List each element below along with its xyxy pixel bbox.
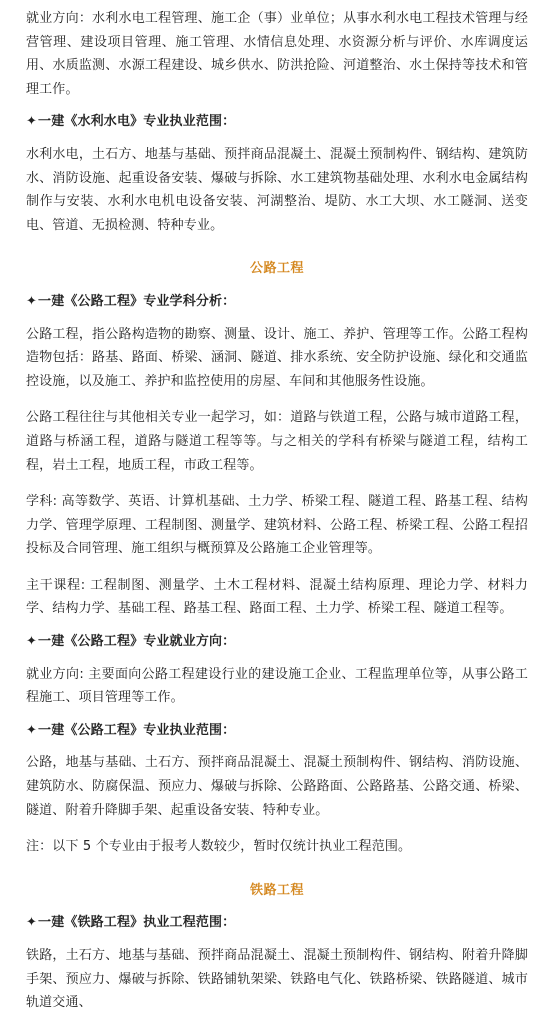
heading-text: 一建《公路工程》专业学科分析： xyxy=(38,293,236,309)
star-bullet-icon: ✦ xyxy=(26,634,38,650)
heading-text: 一建《水利水电》专业执业范围： xyxy=(38,114,236,130)
tielu-scope-paragraph: 铁路，土石方、地基与基础、预拌商品混凝土、混凝土预制构件、钢结构、附着升降脚手架、预应力、爆破与拆除、铁路铺轨架梁、铁路电气化、铁路桥梁、铁路隧道、城市轨道交通、 xyxy=(26,948,528,1011)
shuili-scope-paragraph: 水利水电，土石方、地基与基础、预拌商品混凝土、混凝土预制构件、钢结构、建筑防水、消防设施、起重设备安装、爆破与拆除、水工建筑物基础处理、水利水电金属结构制作与安装、水利水电机电设备安装、河湖整治、堤防、水工大坝、水工隧洞、送变电、管道、无损检测、特种专业。 xyxy=(26,146,528,233)
star-bullet-icon: ✦ xyxy=(26,722,38,738)
shuili-scope-heading xyxy=(26,110,528,134)
gonglu-scope-heading xyxy=(26,719,528,743)
tielu-scope-heading xyxy=(26,911,528,935)
heading-text: 一建《公路工程》专业执业范围： xyxy=(38,722,236,738)
gonglu-analysis-paragraph-2: 公路工程往往与其他相关专业一起学习，如：道路与铁道工程，公路与城市道路工程，道路与桥涵工程，道路与隧道工程等等。与之相关的学科有桥梁与隧道工程，结构工程，岩土工程，地质工程，市政工程等。 xyxy=(26,410,528,473)
star-bullet-icon: ✦ xyxy=(26,915,38,931)
star-bullet-icon: ✦ xyxy=(26,293,38,309)
section-title-tielu: 铁路工程 xyxy=(249,882,304,898)
gonglu-core-courses-paragraph: 主干课程: 工程制图、测量学、土木工程材料、混凝土结构原理、理论力学、材料力学、结构力学、基础工程、路基工程、路面工程、土力学、桥梁工程、隧道工程等。 xyxy=(26,577,528,617)
gonglu-analysis-paragraph-1: 公路工程，指公路构造物的勘察、测量、设计、施工、养护、管理等工作。公路工程构造物包括：路基、路面、桥梁、涵洞、隧道、排水系统、安全防护设施、绿化和交通监控设施，以及施工、养护和监控使用的房屋、车间和其他服务性设施。 xyxy=(26,326,528,389)
gonglu-scope-paragraph: 公路，地基与基础、土石方、预拌商品混凝土、混凝土预制构件、钢结构、消防设施、建筑防水、防腐保温、预应力、爆破与拆除、公路路面、公路路基、公路交通、桥梁、隧道、附着升降脚手架、起重设备安装、特种专业。 xyxy=(26,755,528,818)
heading-text: 一建《铁路工程》执业工程范围： xyxy=(38,915,236,931)
gonglu-subjects-paragraph: 学科: 高等数学、英语、计算机基础、土力学、桥梁工程、隧道工程、路基工程、结构力学、管理学原理、工程制图、测量学、建筑材料、公路工程、桥梁工程、公路工程招投标及合同管理、施工组织与概预算及公路施工企业管理等。 xyxy=(26,494,528,557)
gonglu-analysis-heading xyxy=(26,290,528,314)
section-title-gonglu: 公路工程 xyxy=(249,261,304,277)
gonglu-employment-paragraph: 就业方向: 主要面向公路工程建设行业的建设施工企业、工程监理单位等，从事公路工程施工、项目管理等工作。 xyxy=(26,666,528,706)
note-paragraph: 注：以下 5 个专业由于报考人数较少，暂时仅统计执业工程范围。 xyxy=(26,839,412,855)
shuili-employment-paragraph: 就业方向：水利水电工程管理、施工企（事）业单位；从事水利水电工程技术管理与经营管理、建设项目管理、施工管理、水情信息处理、水资源分析与评价、水库调度运用、水质监测、水源工程建设、城乡供水、防洪抢险、河道整治、水土保持等技术和管理工作。 xyxy=(26,11,528,97)
gonglu-employment-heading xyxy=(26,630,528,654)
heading-text: 一建《公路工程》专业就业方向： xyxy=(38,634,236,650)
star-bullet-icon: ✦ xyxy=(26,114,38,130)
